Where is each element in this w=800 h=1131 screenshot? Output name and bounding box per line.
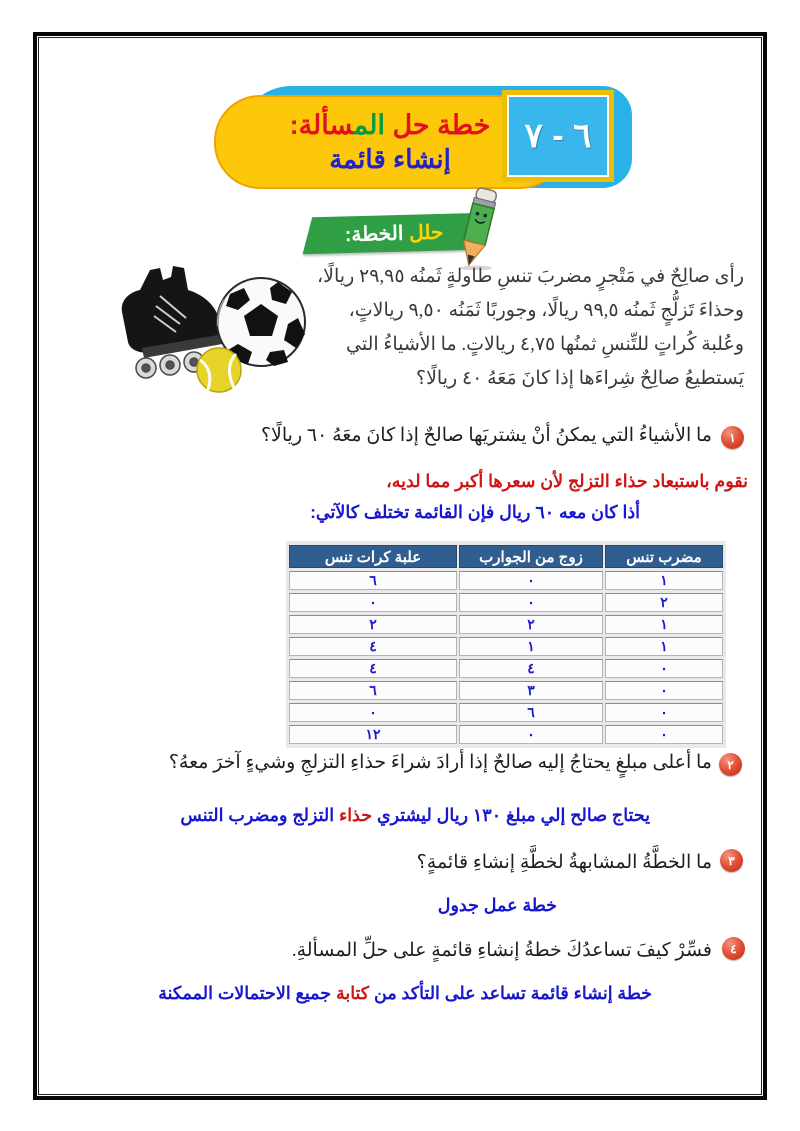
answer-1-line-2: أذا كان معه ٦٠ ريال فإن القائمة تختلف كالآتي: <box>310 502 640 522</box>
table-row: ١ ٢ ٢ <box>289 615 723 634</box>
table-row: ٠ ٣ ٦ <box>289 681 723 700</box>
problem-line: رأى صالِحٌ في مَتْجرٍ مضربَ تنسِ طاولةٍ ثَمنُه ٢٩,٩٥ ريالًا، <box>317 266 744 287</box>
answer-1-line-1: نقوم باستبعاد حذاء التزلج لأن سعرها أكبر مما لديه، <box>386 471 748 491</box>
lesson-header <box>214 84 634 190</box>
possibilities-table-wrap <box>286 541 726 748</box>
answer-3: خطة عمل جدول <box>437 895 557 915</box>
col-header-racket: مضرب تنس <box>605 545 723 568</box>
lesson-number-badge <box>502 90 614 182</box>
question-number-badge: ٣ <box>720 849 743 872</box>
problem-line: وحذاءَ تَزلُّجٍ ثَمنُه ٩٩,٥ ريالًا، وجوربًا ثَمَنُه ٩,٥٠ ريالاتٍ، <box>348 300 744 321</box>
lesson-number: ٦ - ٧ <box>524 117 592 155</box>
lesson-title: خطة حل المسألة: <box>289 109 491 140</box>
table-row: ٢ ٠ ٠ <box>289 593 723 612</box>
plan-banner-label: حلل الخطة: <box>344 221 444 247</box>
col-header-balls: علبة كرات تنس <box>289 545 457 568</box>
problem-line: يَستطيعُ صالِحٌ شِراءَها إذا كانَ مَعَهُ ٤٠ ريالًا؟ <box>416 368 744 389</box>
question-number-badge: ٢ <box>719 753 742 776</box>
possibilities-table <box>287 542 725 747</box>
answer-2: يحتاج صالح إلي مبلغ ١٣٠ ريال ليشتري حذاء التزلج ومضرب التنس <box>180 805 650 825</box>
lesson-subtitle: إنشاء قائمة <box>329 143 451 174</box>
table-row: ١ ١ ٤ <box>289 637 723 656</box>
question-3-text: ما الخطَّةُ المشابهةُ لخطَّةِ إنشاءِ قائمةٍ؟ <box>416 852 712 873</box>
table-row: ٠ ٤ ٤ <box>289 659 723 678</box>
question-1-text: ما الأشياءُ التي يمكنُ أنْ يشتريَها صالحٌ إذا كانَ معَهُ ٦٠ ريالًا؟ <box>260 425 712 446</box>
table-row: ٠ ٦ ٠ <box>289 703 723 722</box>
col-header-socks: زوج من الجوارب <box>459 545 603 568</box>
table-header-row <box>289 545 723 568</box>
table-row: ١ ٠ ٦ <box>289 571 723 590</box>
question-number-badge: ٤ <box>722 937 745 960</box>
answer-4: خطة إنشاء قائمة تساعد على التأكد من كتابة جميع الاحتمالات الممكنة <box>158 983 652 1003</box>
question-number-badge: ١ <box>721 426 744 449</box>
pencil-icon <box>446 186 508 270</box>
question-2-text: ما أعلى مبلغٍ يحتاجُ إليه صالحٌ إذا أرادَ شراءَ حذاءِ التزلجِ وشيءٍ آخرَ معهُ؟ <box>168 752 712 773</box>
table-row: ٠ ٠ ١٢ <box>289 725 723 744</box>
question-4-text: فسِّرْ كيفَ تساعدُكَ خطةُ إنشاءِ قائمةٍ على حلِّ المسألةِ. <box>291 940 712 961</box>
problem-line: وعُلبة كُراتٍ للتِّنسِ ثمنُها ٤,٧٥ ريالاتٍ. ما الأشياءُ التي <box>346 334 744 355</box>
